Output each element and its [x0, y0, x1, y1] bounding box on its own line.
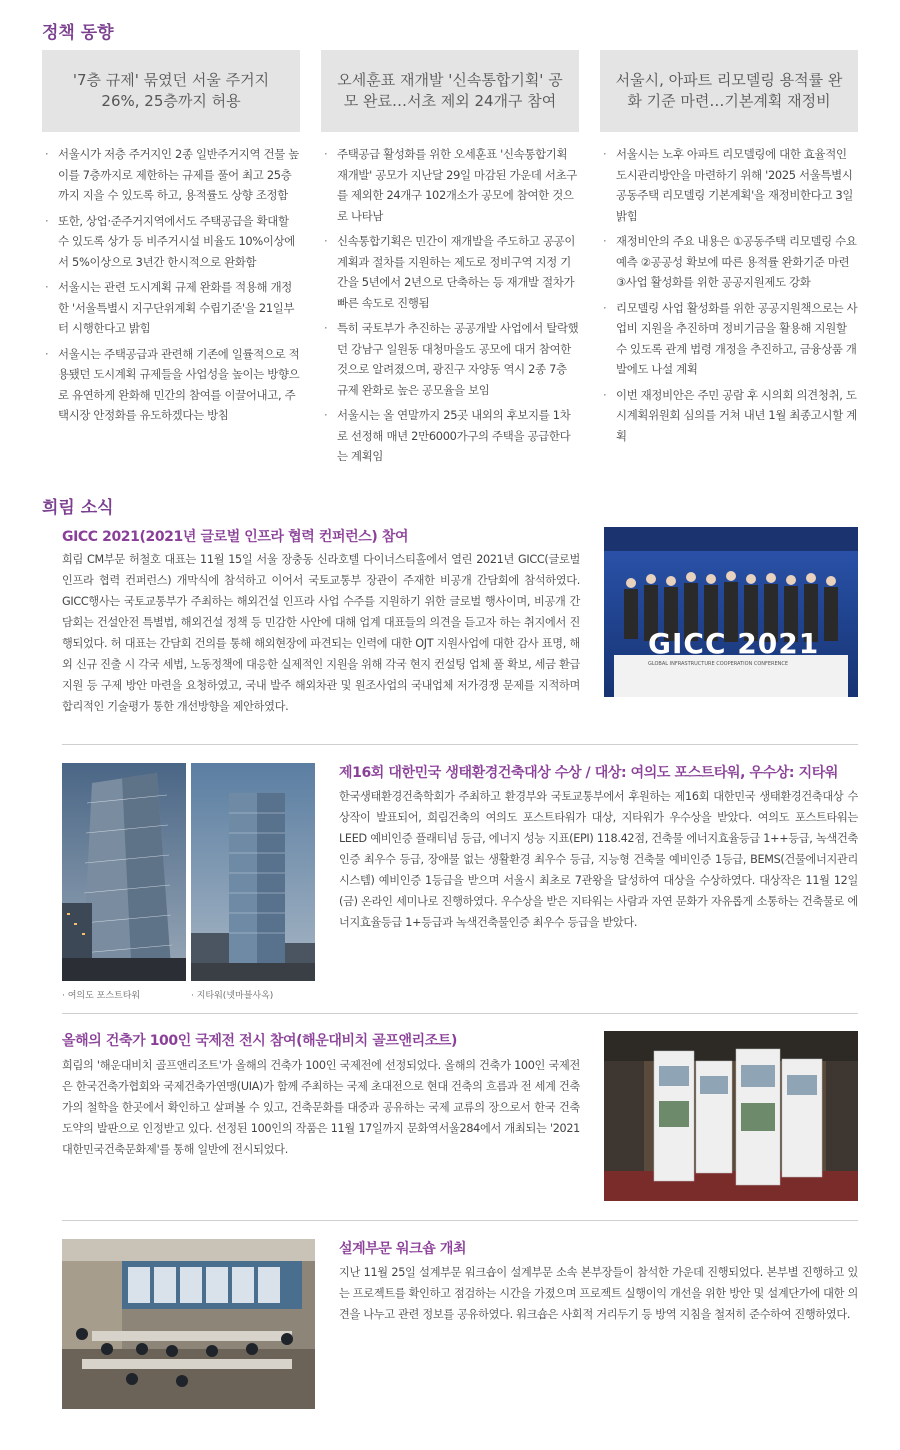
- news-title-award: 제16회 대한민국 생태환경건축대상 수상 / 대상: 여의도 포스트타워, 우수상: 지타워: [339, 765, 838, 781]
- workshop-photo: [62, 1239, 315, 1409]
- policy-bullet: · 재정비안의 주요 내용은 ①공동주택 리모델링 수요예측 ②공공성 확보에 따른 용적률 완화기준 마련 ③사업 활성화를 위한 공공지원제도 강화: [600, 231, 858, 293]
- exhibition-photo: [604, 1031, 858, 1201]
- policy-section-title: 정책 동향: [42, 23, 114, 43]
- post-tower-caption: · 여의도 포스트타워: [62, 991, 141, 1001]
- post-tower-illustration: [62, 763, 186, 981]
- policy-column-1: [42, 50, 300, 431]
- policy-bullet: · 서울시는 주택공급과 관련해 기존에 일률적으로 적용됐던 도시계획 규제들을 사업성을 높이는 방향으로 유연하게 완화해 민간의 참여를 이끌어내고, 주택시장 안정화를 유도하겠다는 방침: [42, 344, 300, 426]
- news-divider: [62, 1220, 858, 1221]
- news-divider: [62, 744, 858, 745]
- gicc-banner-text: GICC 2021: [648, 627, 820, 660]
- gicc-photo: [604, 527, 858, 697]
- policy-bullet: · 이번 재정비안은 주민 공람 후 시의회 의견청취, 도시계획위원회 심의를 거쳐 내년 1월 최종고시할 계획: [600, 385, 858, 447]
- policy-bullet: · 서울시는 노후 아파트 리모델링에 대한 효율적인 도시관리방안을 마련하기 위해 '2025 서울특별시 공동주택 리모델링 기본계획'을 재정비한다고 3일 밝힘: [600, 144, 858, 226]
- policy-column-3: [600, 50, 858, 451]
- news-body-award: 한국생태환경건축학회가 주최하고 환경부와 국토교통부에서 후원하는 제16회 대한민국 생태환경건축대상 수상작이 발표되어, 희림건축의 여의도 포스트타워가 대상, 지타워가 우수상을 받았다. 여의도 포스트타워는 LEED 예비인증 플래티넘 등급, 에너지 성능 지표(EPI) 118.42점, 건축물 에너지효율등급 1++등급, 녹색건축인증 최우수 등급, 장애물 없는 생활환경 최우수 등급, 지능형 건축물 예비인증 1등급, BEMS(건물에너지관리시스템) 예비인증 1등급을 받으며 서울시 최초로 7관왕을 달성하여 대상을 수상하였다. 대상작은 11월 12일(금) 온라인 세미나로 진행하였다. 우수상을 받은 지타워는 사람과 자연 문화가 자유롭게 소통하는 건축물로 에너지효율등급 1+등급과 녹색건축물인증 최우수 등급을 받았다.: [339, 790, 858, 929]
- policy-bullet: · 특히 국토부가 추진하는 공공개발 사업에서 탈락했던 강남구 일원동 대청마을도 공모에 대거 참여한 것으로 알려졌으며, 광진구 자양동 역시 2종 7층 규제 완화로 높은 공모율을 보임: [321, 318, 579, 400]
- policy-column-2: [321, 50, 579, 472]
- policy-bullet: · 또한, 상업·준주거지역에서도 주택공급을 확대할 수 있도록 상가 등 비주거시설 비율도 10%이상에서 5%이상으로 3년간 한시적으로 완화함: [42, 211, 300, 273]
- policy-column-title: 오세훈표 재개발 '신속통합기획' 공모 완료…서초 제외 24개구 참여: [321, 50, 579, 132]
- g-tower-illustration: [191, 763, 315, 981]
- news-body-gicc: 희림 CM부문 허철호 대표는 11월 15일 서울 장충동 신라호텔 다이너스티홀에서 열린 2021년 GICC(글로벌 인프라 협력 컨퍼런스) 개막식에 참석하고 이어서 국토교통부 장관이 주재한 비공개 간담회에 참석하였다. GICC행사는 국토교통부가 주최하는 해외건설 인프라 사업 수주를 지원하기 위한 글로벌 행사이며, 비공개 간담회는 건설안전 특별법, 해외건설 정책 등 민감한 사안에 대해 업계 대표들의 의견을 듣고자 하는 취지에서 진행되었다. 허 대표는 간담회 건의를 통해 해외현장에 파견되는 인력에 대한 OJT 지원사업에 대한 감사 표명, 해외 신규 진출 시 각국 세법, 노동정책에 대응한 실제적인 지원을 위해 각국 현지 컨설팅 업체 풀 확보, 세금 환급 지원 등 구제 방안 마련을 요청하였고, 국내 발주 해외차관 및 원조사업의 국내업체 저가경쟁 문제를 지적하며 합리적인 기술평가 통한 개선방향을 제안하였다.: [62, 553, 580, 713]
- policy-bullet: · 서울시가 저층 주거지인 2종 일반주거지역 건물 높이를 7층까지로 제한하는 규제를 풀어 최고 25층까지 지을 수 있도록 하고, 용적률도 상향 조정함: [42, 144, 300, 206]
- g-tower-caption: · 지타워(넷마블사옥): [191, 991, 274, 1001]
- news-section-title: 희림 소식: [42, 498, 114, 518]
- policy-bullet: · 주택공급 활성화를 위한 오세훈표 '신속통합기획 재개발' 공모가 지난달 29일 마감된 가운데 서초구를 제외한 24개구 102개소가 공모에 참여한 것으로 나타남: [321, 144, 579, 226]
- news-body-exhibition: 희림의 '해운대비치 골프앤리조트'가 올해의 건축가 100인 국제전에 선정되었다. 올해의 건축가 100인 국제전은 한국건축가협회와 국제건축가연맹(UIA)가 함께 주최하는 국제 초대전으로 현대 건축의 흐름과 전 세계 건축가의 철학을 한곳에서 확인하고 살펴볼 수 있고, 건축문화를 대중과 공유하는 국제 교류의 장으로서 한국 건축 도약의 발판으로 인정받고 있다. 선정된 100인의 작품은 11월 17일까지 문화역서울284에서 개최되는 '2021대한민국건축문화제'를 통해 일반에 전시되었다.: [62, 1059, 580, 1156]
- policy-bullet: · 신속통합기획은 민간이 재개발을 주도하고 공공이 계획과 절차를 지원하는 제도로 정비구역 지정 기간을 5년에서 2년으로 단축하는 등 재개발 절차가 빠른 속도로 진행됨: [321, 231, 579, 313]
- workshop-illustration: [62, 1239, 315, 1409]
- news-body-workshop: 지난 11월 25일 설계부문 워크숍이 설계부문 소속 본부장들이 참석한 가운데 진행되었다. 본부별 진행하고 있는 프로젝트를 확인하고 점검하는 시간을 가졌으며 프로젝트 실행이익 개선을 위한 방안 및 설계단가에 대한 의견을 나누고 관련 정보를 공유하였다. 워크숍은 사회적 거리두기 등 방역 지침을 철저히 준수하여 진행하였다.: [339, 1266, 858, 1321]
- post-tower-photo: [62, 763, 186, 981]
- news-divider: [62, 1013, 858, 1014]
- policy-column-title: 서울시, 아파트 리모델링 용적률 완화 기준 마련…기본계획 재정비: [600, 50, 858, 132]
- policy-bullet: · 리모델링 사업 활성화를 위한 공공지원책으로는 사업비 지원을 추진하며 정비기금을 활용해 지원할 수 있도록 관계 법령 개정을 추진하고, 금융상품 개발에도 나설 계획: [600, 298, 858, 380]
- news-title-workshop: 설계부문 워크숍 개최: [339, 1241, 467, 1257]
- news-title-gicc: GICC 2021(2021년 글로벌 인프라 협력 컨퍼런스) 참여: [62, 529, 409, 545]
- gicc-banner-subtext: GLOBAL INFRASTRUCTURE COOPERATION CONFERENCE: [648, 661, 789, 667]
- gicc-photo-illustration: [604, 527, 858, 697]
- news-title-exhibition: 올해의 건축가 100인 국제전 전시 참여(해운대비치 골프앤리조트): [62, 1033, 457, 1049]
- policy-column-title: '7층 규제' 묶였던 서울 주거지 26%, 25층까지 허용: [42, 50, 300, 132]
- policy-bullet: · 서울시는 관련 도시계획 규제 완화를 적용해 개정한 '서울특별시 지구단위계획 수립기준'을 21일부터 시행한다고 밝힘: [42, 277, 300, 339]
- exhibition-illustration: [604, 1031, 858, 1201]
- g-tower-photo: [191, 763, 315, 981]
- policy-bullet: · 서울시는 올 연말까지 25곳 내외의 후보지를 1차로 선정해 매년 2만6000가구의 주택을 공급한다는 계획임: [321, 405, 579, 467]
